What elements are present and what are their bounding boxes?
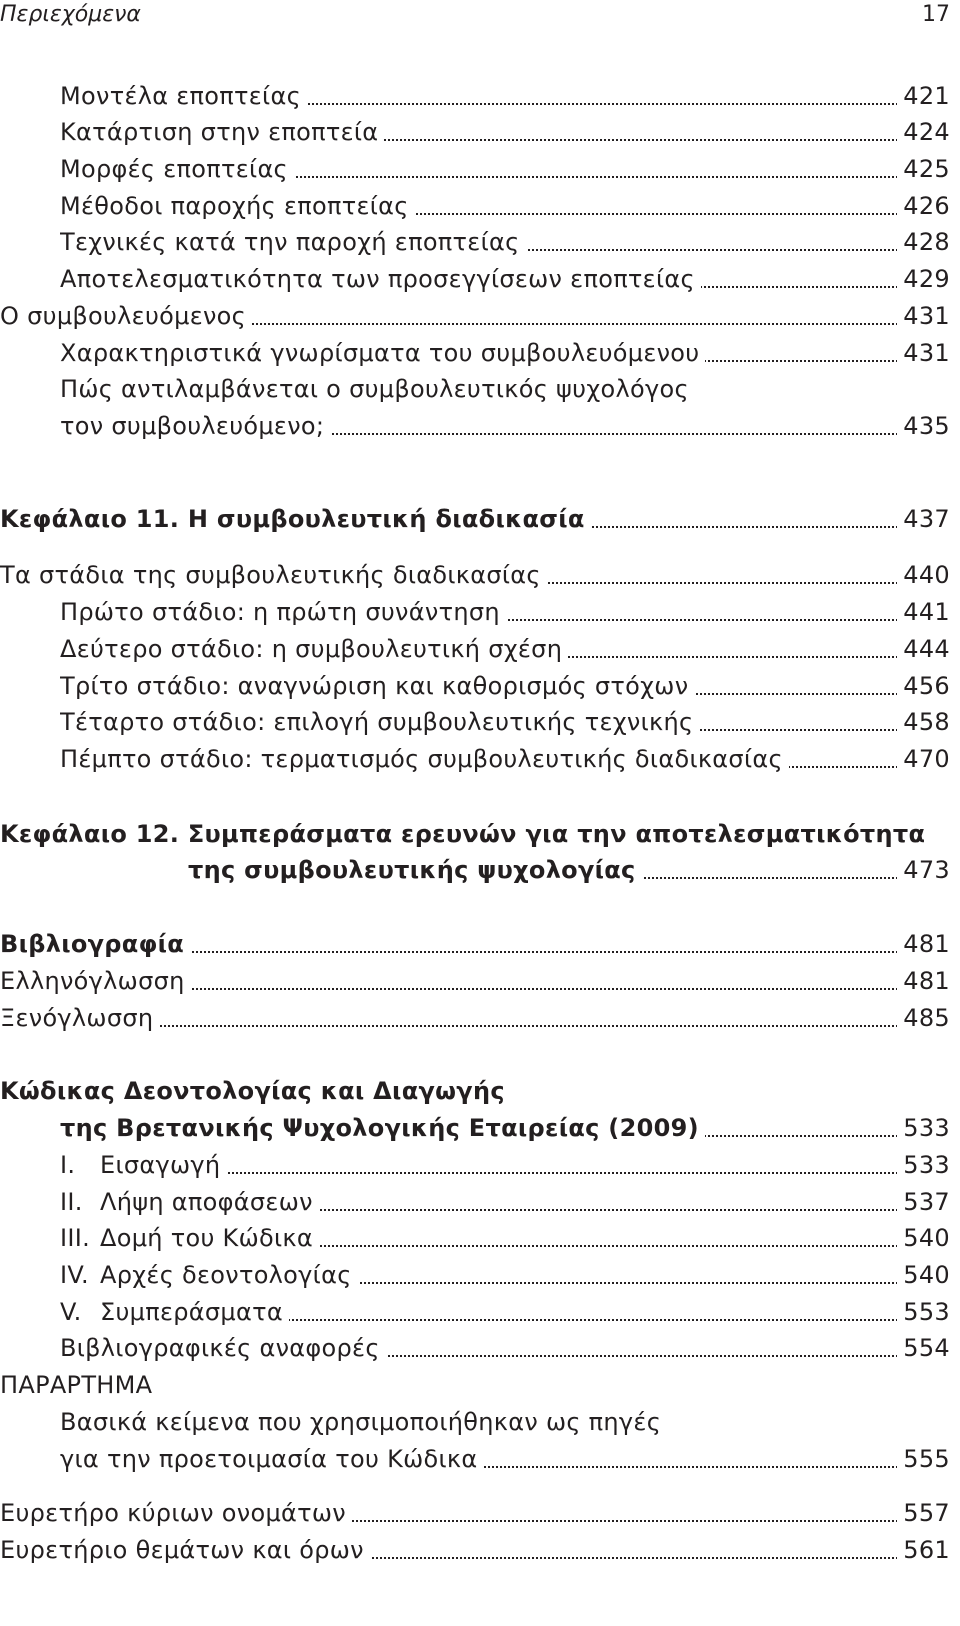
toc-entry: V. Συμπεράσματα 553 <box>60 1294 950 1330</box>
toc-entry: Τεχνικές κατά την παροχή εποπτείας 428 <box>60 224 950 260</box>
toc-entry: Τα στάδια της συμβουλευτικής διαδικασίας 440 <box>0 557 950 593</box>
page-number: 17 <box>922 2 950 27</box>
toc-entry: Χαρακτηριστικά γνωρίσματα του συμβουλευόμενου 431 <box>60 335 950 371</box>
toc-entry: Τέταρτο στάδιο: επιλογή συμβουλευτικής τεχνικής 458 <box>60 704 950 740</box>
toc-entry: IV. Αρχές δεοντολογίας 540 <box>60 1257 950 1293</box>
toc-entry: III. Δομή του Κώδικα 540 <box>60 1220 950 1256</box>
toc-entry: Κατάρτιση στην εποπτεία 424 <box>60 114 950 150</box>
toc-entry: Πρώτο στάδιο: η πρώτη συνάντηση 441 <box>60 594 950 630</box>
toc-entry: Ευρετήρο κύριων ονομάτων 557 <box>0 1495 950 1531</box>
toc-entry: Πώς αντιλαμβάνεται ο συμβουλευτικός ψυχολόγος <box>60 371 950 407</box>
toc-entry: I. Εισαγωγή 533 <box>60 1147 950 1183</box>
toc-entry: Μορφές εποπτείας 425 <box>60 151 950 187</box>
toc-entry: Ξενόγλωσση 485 <box>0 1000 950 1036</box>
toc-chapter-cont: της συμβουλευτικής ψυχολογίας 473 <box>188 852 950 888</box>
toc-chapter: Κώδικας Δεοντολογίας και Διαγωγής <box>0 1073 950 1109</box>
toc-entry: Ο συμβουλευόμενος 431 <box>0 298 950 334</box>
toc-entry: Μοντέλα εποπτείας 421 <box>60 78 950 114</box>
toc-entry: ΠΑΡΑΡΤΗΜΑ <box>0 1367 950 1403</box>
toc-entry: Μέθοδοι παροχής εποπτείας 426 <box>60 188 950 224</box>
toc-entry: Βασικά κείμενα που χρησιμοποιήθηκαν ως πηγές <box>60 1404 950 1440</box>
toc-entry: Βιβλιογραφικές αναφορές 554 <box>60 1330 950 1366</box>
toc-chapter: Κεφάλαιο 11. Η συμβουλευτική διαδικασία 437 <box>0 501 950 537</box>
toc-entry: Ευρετήριο θεμάτων και όρων 561 <box>0 1532 950 1568</box>
running-title: Περιεχόμενα <box>0 2 141 27</box>
toc-entry: Δεύτερο στάδιο: η συμβουλευτική σχέση 444 <box>60 631 950 667</box>
toc-entry: Αποτελεσματικότητα των προσεγγίσεων εποπτείας 429 <box>60 261 950 297</box>
toc-chapter: Κεφάλαιο 12. Συμπεράσματα ερευνών για την αποτελεσματικότητα <box>0 816 950 852</box>
toc-entry: για την προετοιμασία του Κώδικα 555 <box>60 1441 950 1477</box>
toc-chapter: Βιβλιογραφία 481 <box>0 926 950 962</box>
toc-entry: τον συμβουλευόμενο; 435 <box>60 408 950 444</box>
toc-entry: Ελληνόγλωσση 481 <box>0 963 950 999</box>
toc-entry: II. Λήψη αποφάσεων 537 <box>60 1184 950 1220</box>
toc-entry: Πέμπτο στάδιο: τερματισμός συμβουλευτικής διαδικασίας 470 <box>60 741 950 777</box>
toc-entry: Τρίτο στάδιο: αναγνώριση και καθορισμός στόχων 456 <box>60 668 950 704</box>
toc-chapter-cont: της Βρετανικής Ψυχολογικής Εταιρείας (2009) 533 <box>60 1110 950 1146</box>
